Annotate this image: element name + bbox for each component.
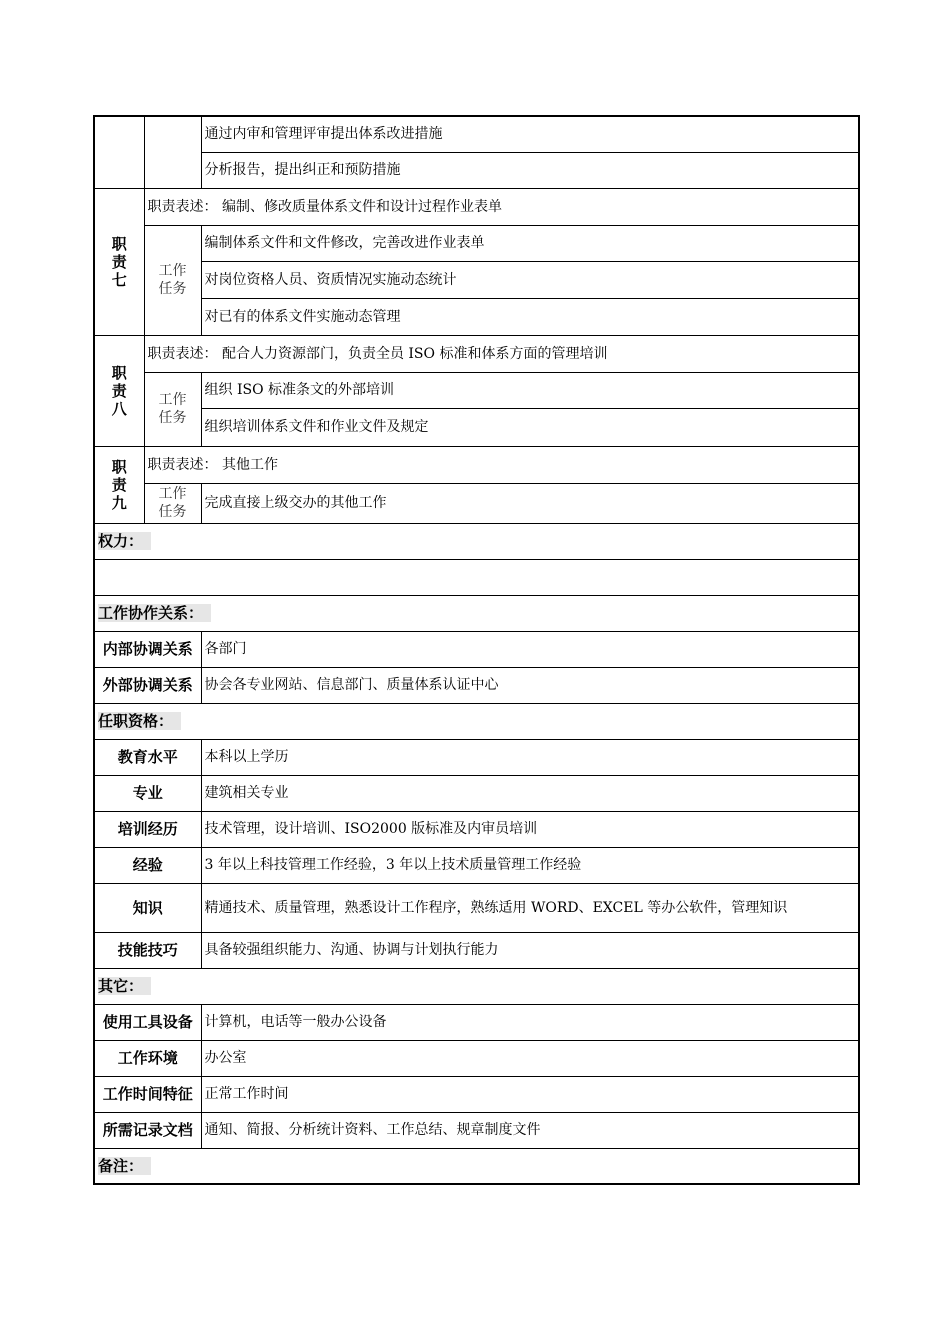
- qualification-label: 教育水平: [94, 739, 201, 775]
- duty8-task-label: 工作任务: [144, 372, 201, 446]
- duty9-statement-row: [94, 446, 859, 483]
- qualification-value: 3 年以上科技管理工作经验，3 年以上技术质量管理工作经验: [201, 847, 859, 883]
- authority-heading-row: [94, 523, 859, 559]
- qualification-label: 知识: [94, 883, 201, 932]
- qualifications-heading-row: [94, 703, 859, 739]
- qualification-label: 经验: [94, 847, 201, 883]
- duty6-task-1: 通过内审和管理评审提出体系改进措施: [201, 116, 859, 152]
- others-value: 通知、简报、分析统计资料、工作总结、规章制度文件: [201, 1112, 859, 1148]
- duty9-statement: 职责表述： 其他工作: [144, 446, 859, 483]
- job-description-table: [93, 115, 860, 1185]
- qualification-value: 精通技术、质量管理，熟悉设计工作程序，熟练适用 WORD、EXCEL 等办公软件，管理知识: [201, 883, 859, 932]
- duty7-title: 职责七: [94, 188, 144, 335]
- others-label: 使用工具设备: [94, 1004, 201, 1040]
- duty7-task-row: [94, 225, 859, 261]
- qualification-value: 建筑相关专业: [201, 775, 859, 811]
- duty7-task-row: [94, 261, 859, 298]
- others-value: 办公室: [201, 1040, 859, 1076]
- authority-heading: 权力：: [94, 523, 859, 559]
- duty9-task-1: 完成直接上级交办的其他工作: [201, 483, 859, 523]
- others-row: [94, 1112, 859, 1148]
- qualification-row: [94, 811, 859, 847]
- qualification-value: 具备较强组织能力、沟通、协调与计划执行能力: [201, 932, 859, 968]
- duty9-title: 职责九: [94, 446, 144, 523]
- qualification-row: [94, 932, 859, 968]
- remarks-heading: 备注：: [94, 1148, 859, 1184]
- authority-content-row: [94, 559, 859, 595]
- duty8-task-1: 组织 ISO 标准条文的外部培训: [201, 372, 859, 408]
- cooperation-heading: 工作协作关系：: [94, 595, 859, 631]
- duty7-statement: 职责表述： 编制、修改质量体系文件和设计过程作业表单: [144, 188, 859, 225]
- qualification-value: 技术管理，设计培训、ISO2000 版标准及内审员培训: [201, 811, 859, 847]
- cooperation-label: 内部协调关系: [94, 631, 201, 667]
- others-row: [94, 1040, 859, 1076]
- cooperation-value: 协会各专业网站、信息部门、质量体系认证中心: [201, 667, 859, 703]
- cooperation-label: 外部协调关系: [94, 667, 201, 703]
- remarks-heading-row: [94, 1148, 859, 1184]
- qualification-label: 培训经历: [94, 811, 201, 847]
- duty9-task-row: [94, 483, 859, 523]
- duty7-task-label: 工作任务: [144, 225, 201, 335]
- qualification-row: [94, 883, 859, 932]
- others-heading: 其它：: [94, 968, 859, 1004]
- cooperation-value: 各部门: [201, 631, 859, 667]
- duty9-task-label: 工作任务: [144, 483, 201, 523]
- others-label: 工作环境: [94, 1040, 201, 1076]
- duty8-statement-row: [94, 335, 859, 372]
- others-label: 所需记录文档: [94, 1112, 201, 1148]
- others-row: [94, 1076, 859, 1112]
- cooperation-heading-row: [94, 595, 859, 631]
- qualification-label: 技能技巧: [94, 932, 201, 968]
- duty7-statement-row: [94, 188, 859, 225]
- qualification-label: 专业: [94, 775, 201, 811]
- duty8-task-row: [94, 372, 859, 408]
- duty6-task-row: [94, 116, 859, 152]
- authority-content: [94, 559, 859, 595]
- duty7-task-2: 对岗位资格人员、资质情况实施动态统计: [201, 261, 859, 298]
- others-row: [94, 1004, 859, 1040]
- duty6-task-2: 分析报告，提出纠正和预防措施: [201, 152, 859, 188]
- qualification-value: 本科以上学历: [201, 739, 859, 775]
- duty8-task-2: 组织培训体系文件和作业文件及规定: [201, 408, 859, 446]
- qualification-row: [94, 847, 859, 883]
- others-value: 计算机，电话等一般办公设备: [201, 1004, 859, 1040]
- duty6-task-label-cell: [144, 116, 201, 188]
- duty8-statement: 职责表述： 配合人力资源部门，负责全员 ISO 标准和体系方面的管理培训: [144, 335, 859, 372]
- qualification-row: [94, 739, 859, 775]
- duty7-task-row: [94, 298, 859, 335]
- cooperation-row: [94, 631, 859, 667]
- duty6-task-row: [94, 152, 859, 188]
- others-heading-row: [94, 968, 859, 1004]
- duty8-title: 职责八: [94, 335, 144, 446]
- duty8-task-row: [94, 408, 859, 446]
- duty6-title-cell: [94, 116, 144, 188]
- qualifications-heading: 任职资格：: [94, 703, 859, 739]
- duty7-task-3: 对已有的体系文件实施动态管理: [201, 298, 859, 335]
- qualification-row: [94, 775, 859, 811]
- cooperation-row: [94, 667, 859, 703]
- others-value: 正常工作时间: [201, 1076, 859, 1112]
- others-label: 工作时间特征: [94, 1076, 201, 1112]
- duty7-task-1: 编制体系文件和文件修改，完善改进作业表单: [201, 225, 859, 261]
